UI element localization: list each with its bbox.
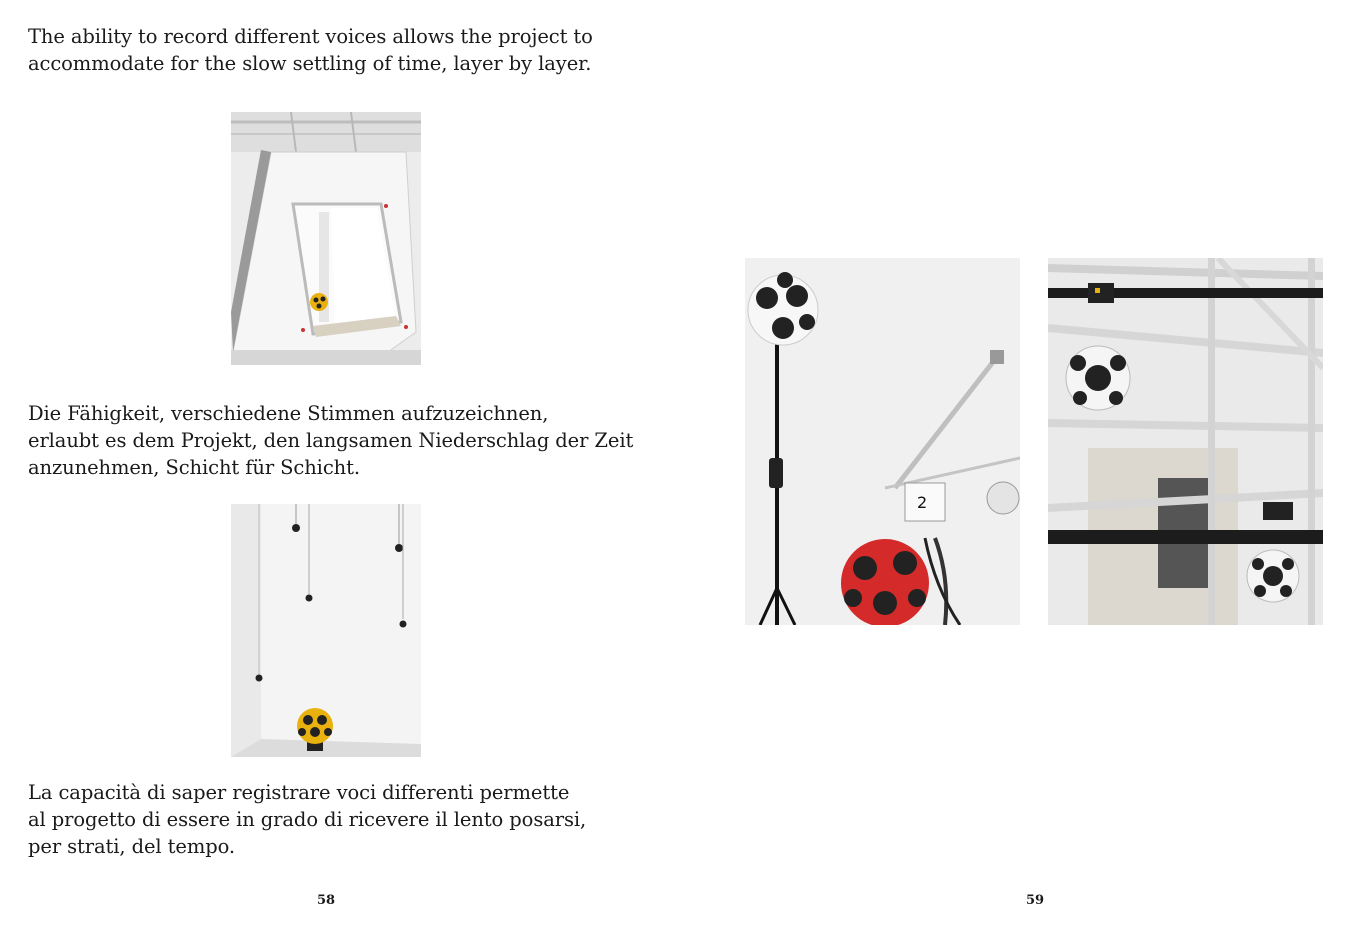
svg-text:2: 2 xyxy=(917,493,928,512)
paragraph-italian: La capacità di saper registrare voci differenti permette al progetto di essere in grado di ricevere il lento posarsi, per strati, del tempo. xyxy=(28,781,587,858)
page-number-right: 59 xyxy=(1025,893,1045,908)
photo-yellow-sphere-room xyxy=(231,504,421,757)
photo-suspended-booth xyxy=(231,112,421,365)
page-number-left: 58 xyxy=(316,893,336,908)
photo-microphone-spheres xyxy=(745,258,1020,625)
right-page xyxy=(680,0,1361,935)
paragraph-german: Die Fähigkeit, verschiedene Stimmen aufzuzeichnen, erlaubt es dem Projekt, den langsamen Niederschlag der Zeit anzunehmen, Schicht für Schicht. xyxy=(28,402,634,479)
paragraph-english: The ability to record different voices allows the project to accommodate for the slow settling of time, layer by layer. xyxy=(28,25,593,75)
photo-spheres-on-rails xyxy=(1048,258,1323,625)
left-page xyxy=(0,0,680,935)
